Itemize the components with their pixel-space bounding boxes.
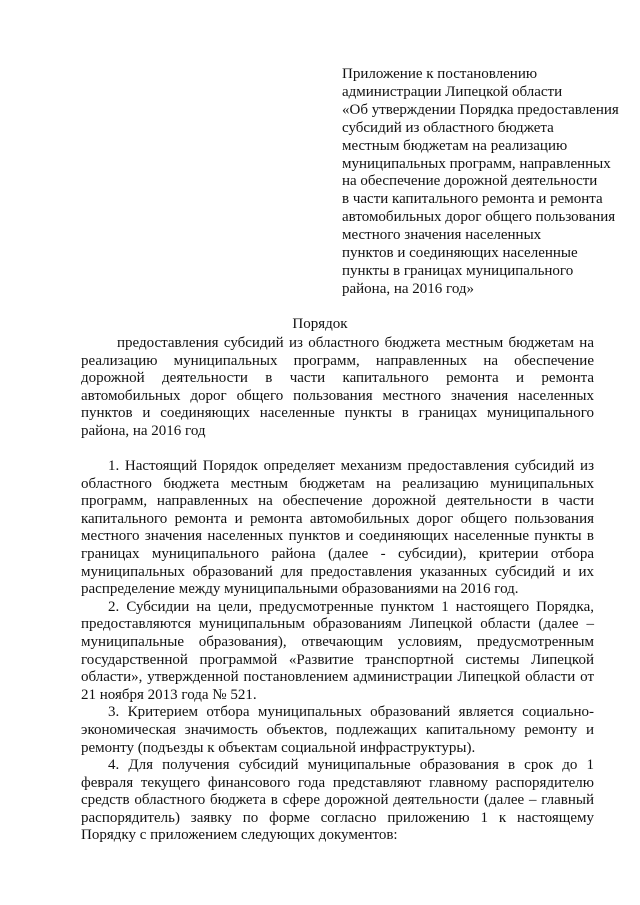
appendix-line: автомобильных дорог общего пользования — [342, 209, 616, 226]
document-subtitle: предоставления субсидий из областного бюджета местным бюджетам на реализацию муниципальных программ, направленных на обеспечение дорожной деятельности в части капитального ремонта и ремонта автомобильных дорог общего пользования местного значения населенных пунктов и соединяющих населенные пункты в границах муниципального района, на 2016 год — [81, 335, 594, 439]
appendix-line: района, на 2016 год» — [342, 280, 475, 297]
paragraph-1: 1. Настоящий Порядок определяет механизм предоставления субсидий из областного бюджета местным бюджетам на реализацию муниципальных программ, направленных на обеспечение дорожной деятельности в части капитального ремонта и ремонта автомобильных дорог общего пользования местного значения населенных пунктов и соединяющих населенные пункты в границах муниципального района (далее - субсидии), критерии отбора муниципальных образований для предоставления указанных субсидий и их распределение между муниципальными образованиями на 2016 год. — [81, 458, 594, 598]
appendix-line: пунктов и соединяющих населенные — [342, 245, 578, 262]
appendix-line: субсидий из областного бюджета — [342, 119, 554, 136]
appendix-line: муниципальных программ, направленных — [342, 155, 611, 172]
appendix-line: на обеспечение дорожной деятельности — [342, 173, 598, 190]
paragraph-2: 2. Субсидии на цели, предусмотренные пунктом 1 настоящего Порядка, предоставляются муниципальным образованиям Липецкой области (далее – муниципальные образования), отвечающим условиям, предусмотренным государственной программой «Развитие транспортной системы Липецкой области», утвержденной постановлением администрации Липецкой области от 21 ноября 2013 года № 521. — [81, 598, 594, 703]
appendix-line: «Об утверждении Порядка предоставления — [342, 101, 619, 118]
paragraph-3: 3. Критерием отбора муниципальных образований является социально-экономическая значимость объектов, подлежащих капитальному ремонту и ремонту (подъезды к объектам социальной инфраструктуры). — [81, 704, 594, 756]
appendix-line: пункты в границах муниципального — [342, 262, 574, 279]
document-title: Порядок — [292, 316, 348, 332]
paragraph-4: 4. Для получения субсидий муниципальные образования в срок до 1 февраля текущего финансового года представляют главному распорядителю средств областного бюджета в сфере дорожной деятельности (далее – главный распорядитель) заявку по форме согласно приложению 1 к настоящему Порядку с приложением следующих документов: — [81, 757, 594, 844]
appendix-line: администрации Липецкой области — [342, 83, 563, 100]
appendix-line: местного значения населенных — [342, 227, 542, 244]
appendix-header — [342, 66, 632, 299]
document-body — [81, 458, 594, 845]
appendix-line: в части капитального ремонта и ремонта — [342, 191, 603, 208]
appendix-line: местным бюджетам на реализацию — [342, 137, 568, 154]
appendix-line: Приложение к постановлению — [342, 66, 538, 82]
